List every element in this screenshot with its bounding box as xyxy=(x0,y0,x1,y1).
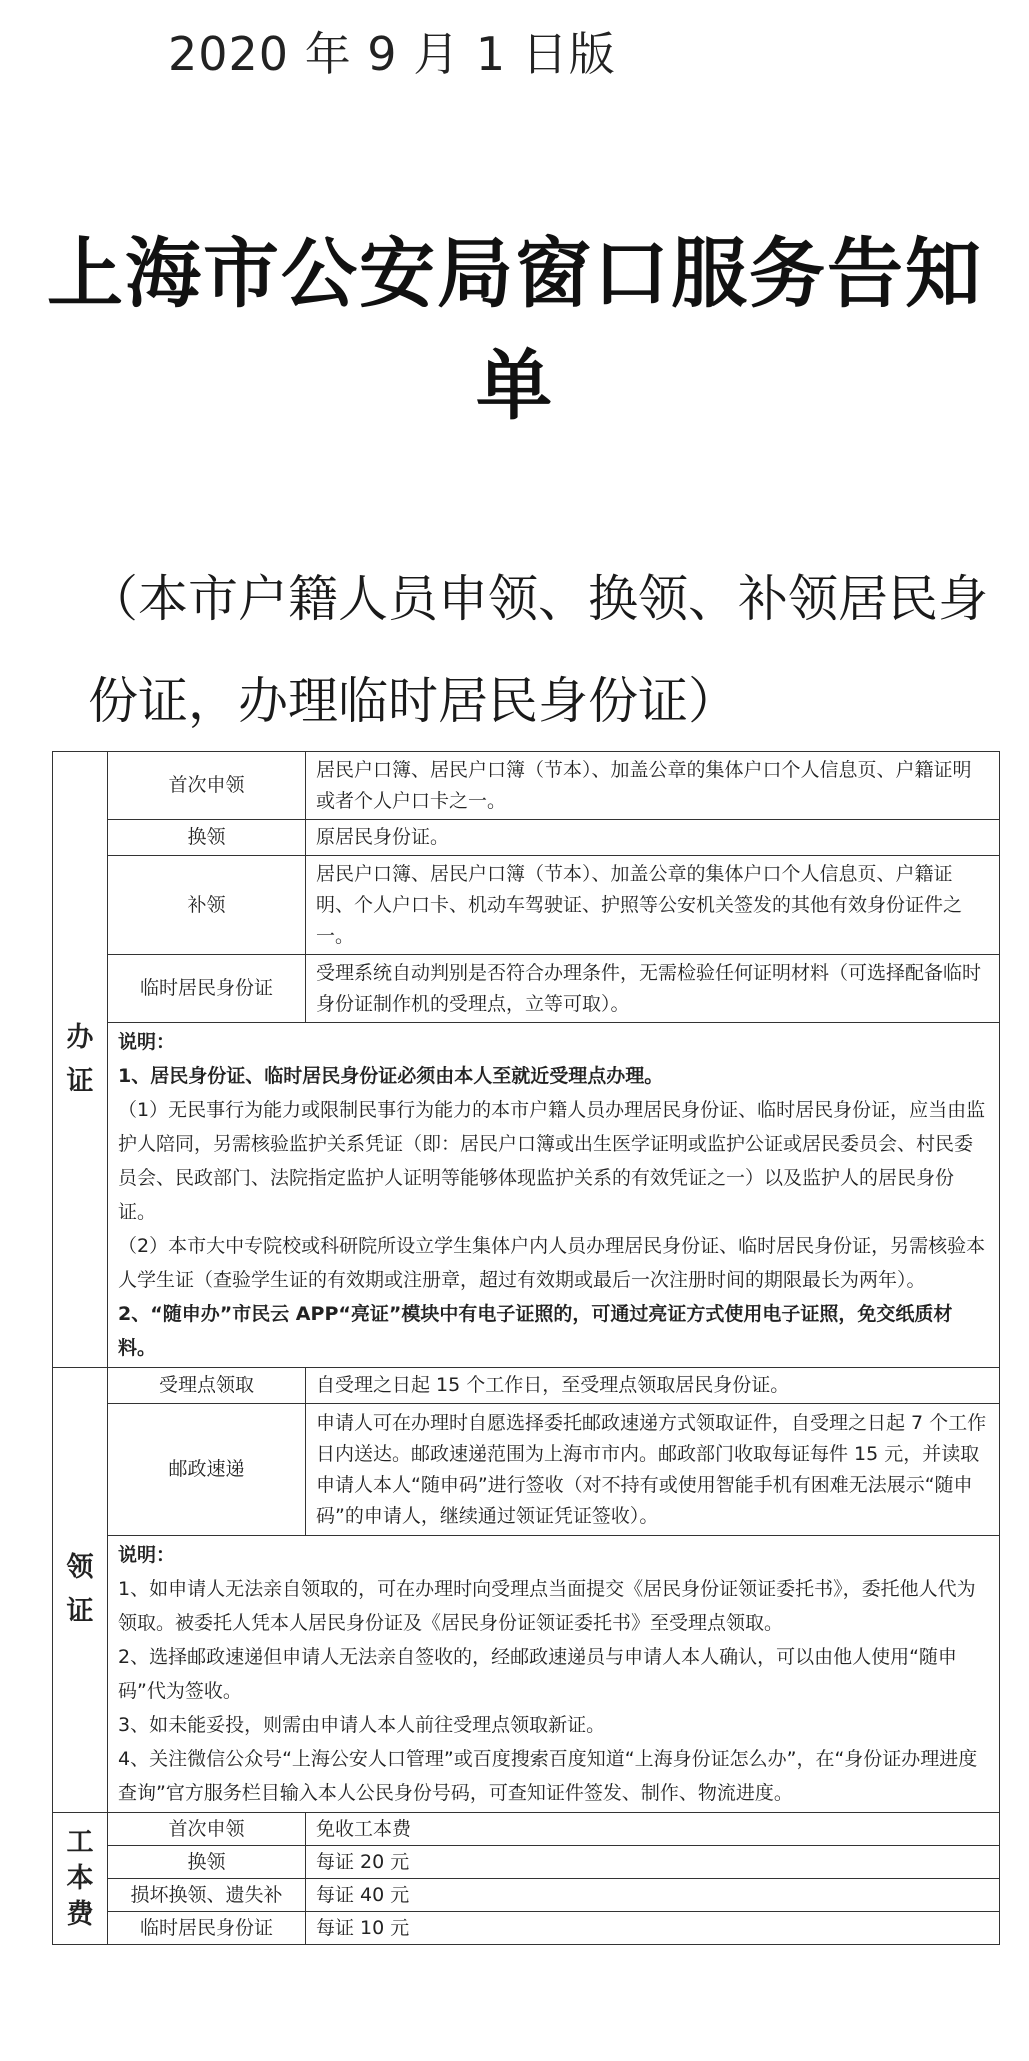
row-content: 自受理之日起 15 个工作日，至受理点领取居民身份证。 xyxy=(306,1368,1000,1404)
row-label: 首次申领 xyxy=(108,1813,306,1846)
row-label: 损坏换领、遗失补 xyxy=(108,1879,306,1912)
row-content: 每证 20 元 xyxy=(306,1846,1000,1879)
note-heading: 说明： xyxy=(118,1544,176,1566)
row-content: 居民户口簿、居民户口簿（节本）、加盖公章的集体户口个人信息页、户籍证明或者个人户口卡之一。 xyxy=(306,752,1000,820)
note-item: 1、如申请人无法亲自领取的，可在办理时向受理点当面提交《居民身份证领证委托书》，委托他人代为领取。被委托人凭本人居民身份证及《居民身份证领证委托书》至受理点领取。 xyxy=(118,1578,976,1634)
row-label: 临时居民身份证 xyxy=(108,1912,306,1945)
row-label: 换领 xyxy=(108,820,306,856)
table-row xyxy=(53,1813,1000,1846)
row-label: 首次申领 xyxy=(108,752,306,820)
version-date: 2020 年 9 月 1 日版 xyxy=(168,27,616,81)
note-item: 2、“随申办”市民云 APP“亮证”模块中有电子证照的，可通过亮证方式使用电子证照，免交纸质材料。 xyxy=(118,1303,953,1359)
lingzheng-notes xyxy=(108,1536,1000,1813)
table-row xyxy=(53,1536,1000,1813)
row-label: 邮政速递 xyxy=(108,1404,306,1536)
table-row xyxy=(53,955,1000,1023)
table-row xyxy=(53,820,1000,856)
note-heading: 说明： xyxy=(118,1031,176,1053)
table-row xyxy=(53,1912,1000,1945)
service-table xyxy=(52,751,1000,1945)
row-content: 居民户口簿、居民户口簿（节本）、加盖公章的集体户口个人信息页、户籍证明、个人户口卡、机动车驾驶证、护照等公安机关签发的其他有效身份证件之一。 xyxy=(306,856,1000,955)
row-label: 受理点领取 xyxy=(108,1368,306,1404)
section-banzheng: 办证 xyxy=(53,752,108,1368)
document-title: 上海市公安局窗口服务告知单 xyxy=(47,229,983,430)
table-row xyxy=(53,1404,1000,1536)
table-row xyxy=(53,1846,1000,1879)
row-content: 每证 10 元 xyxy=(306,1912,1000,1945)
note-item: （1）无民事行为能力或限制民事行为能力的本市户籍人员办理居民身份证、临时居民身份证，应当由监护人陪同，另需核验监护关系凭证（即：居民户口簿或出生医学证明或监护公证或居民委员会、村民委员会、民政部门、法院指定监护人证明等能够体现监护关系的有效凭证之一）以及监护人的居民身份证。 xyxy=(118,1099,986,1223)
section-fee: 工本费 xyxy=(53,1813,108,1945)
section-lingzheng: 领证 xyxy=(53,1368,108,1813)
note-item: 1、居民身份证、临时居民身份证必须由本人至就近受理点办理。 xyxy=(118,1065,664,1087)
row-content: 免收工本费 xyxy=(306,1813,1000,1846)
table-row xyxy=(53,1023,1000,1368)
table-row xyxy=(53,1368,1000,1404)
row-content: 每证 40 元 xyxy=(306,1879,1000,1912)
document-subtitle: （本市户籍人员申领、换领、补领居民身份证，办理临时居民身份证） xyxy=(88,570,988,730)
table-row xyxy=(53,752,1000,820)
table-row xyxy=(53,856,1000,955)
banzheng-notes xyxy=(108,1023,1000,1368)
row-content: 受理系统自动判别是否符合办理条件，无需检验任何证明材料（可选择配备临时身份证制作机的受理点，立等可取）。 xyxy=(306,955,1000,1023)
row-label: 临时居民身份证 xyxy=(108,955,306,1023)
table-row xyxy=(53,1879,1000,1912)
row-label: 换领 xyxy=(108,1846,306,1879)
note-item: 2、选择邮政速递但申请人无法亲自签收的，经邮政速递员与申请人本人确认，可以由他人使用“随申码”代为签收。 xyxy=(118,1646,957,1702)
note-item: 3、如未能妥投，则需由申请人本人前往受理点领取新证。 xyxy=(118,1714,606,1736)
note-item: （2）本市大中专院校或科研院所设立学生集体户内人员办理居民身份证、临时居民身份证，另需核验本人学生证（查验学生证的有效期或注册章，超过有效期或最后一次注册时间的期限最长为两年）。 xyxy=(118,1235,986,1291)
row-content: 原居民身份证。 xyxy=(306,820,1000,856)
row-label: 补领 xyxy=(108,856,306,955)
row-content: 申请人可在办理时自愿选择委托邮政速递方式领取证件，自受理之日起 7 个工作日内送达。邮政速递范围为上海市市内。邮政部门收取每证每件 15 元，并读取申请人本人“随申码”进行签收（对不持有或使用智能手机有困难无法展示“随申码”的申请人，继续通过领证凭证签收）。 xyxy=(306,1404,1000,1536)
note-item: 4、关注微信公众号“上海公安人口管理”或百度搜索百度知道“上海身份证怎么办”，在“身份证办理进度查询”官方服务栏目输入本人公民身份号码，可查知证件签发、制作、物流进度。 xyxy=(118,1748,978,1804)
